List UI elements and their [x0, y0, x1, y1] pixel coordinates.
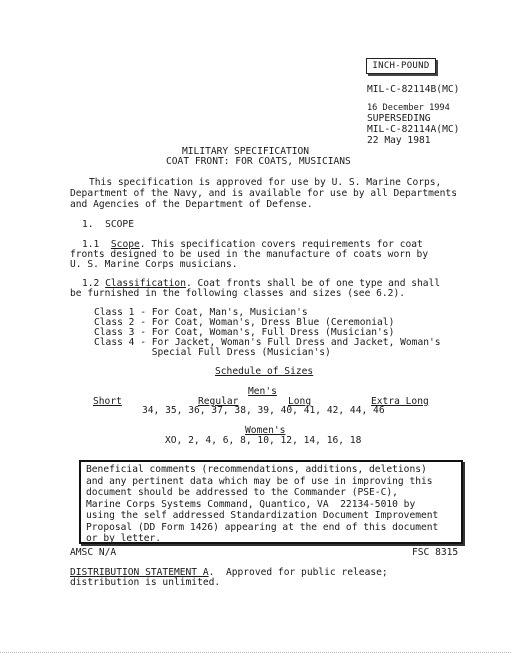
mens-sizes: 34, 35, 36, 37, 38, 39, 40, 41, 42, 44, 46	[142, 405, 385, 416]
scan-edge-artifact	[0, 652, 511, 654]
notice-line: and any pertinent data which may be of use in improving this	[86, 475, 433, 487]
section-heading-scope: 1. SCOPE	[82, 219, 134, 230]
superseded-id: MIL-C-82114A(MC)	[367, 124, 460, 135]
scope-heading: Scope	[110, 239, 140, 250]
fsc-label: FSC 8315	[412, 547, 459, 558]
scope-number: 1.1	[82, 239, 100, 250]
classification-line: be furnished in the following classes and sizes (see 6.2).	[70, 288, 406, 299]
womens-label: Women's	[245, 425, 286, 436]
scope-line: U. S. Marine Corps musicians.	[70, 259, 238, 270]
class-item: Special Full Dress (Musician's)	[94, 347, 331, 358]
distribution-line: distribution is unlimited.	[70, 577, 221, 588]
intro-line: Department of the Navy, and is available for use by all Departments	[70, 188, 457, 199]
comments-notice-text	[86, 464, 458, 545]
class-item: Class 2 - For Coat, Woman's, Dress Blue (Ceremonial)	[94, 317, 395, 328]
distribution-text: . Approved for public release;	[208, 567, 388, 578]
womens-sizes: XO, 2, 4, 6, 8, 10, 12, 14, 16, 18	[165, 435, 362, 446]
notice-line: using the self addressed Standardization Document Improvement	[86, 510, 439, 521]
document-date: 16 December 1994	[367, 103, 450, 113]
intro-line: and Agencies of the Department of Defense.	[70, 199, 313, 210]
spec-title: MILITARY SPECIFICATION	[182, 146, 310, 157]
inch-pound-stamp: INCH-POUND	[366, 58, 436, 74]
scope-line: fronts designed to be used in the manufacture of coats worn by	[70, 249, 429, 260]
class-item: Class 4 - For Jacket, Woman's Full Dress and Jacket, Woman's	[94, 337, 441, 348]
class-item: Class 3 - For Coat, Woman's, Full Dress (Musician's)	[94, 327, 395, 338]
notice-line: Proposal (DD Form 1426) appearing at the end of this document	[86, 521, 439, 533]
class-item: Class 1 - For Coat, Man's, Musician's	[94, 307, 308, 318]
intro-line: This specification is approved for use by U. S. Marine Corps,	[89, 177, 442, 188]
notice-line: document should be addressed to the Commander (PSE-C),	[86, 487, 398, 498]
spec-subtitle: COAT FRONT: FOR COATS, MUSICIANS	[166, 156, 351, 167]
superseding-label: SUPERSEDING	[367, 113, 431, 124]
mens-label: Men's	[248, 386, 277, 397]
classification-heading: Classification	[105, 278, 186, 289]
notice-line: or by letter.	[86, 533, 162, 544]
long-label: Long	[288, 396, 312, 407]
document-id: MIL-C-82114B(MC)	[367, 84, 460, 95]
distribution-label: DISTRIBUTION STATEMENT A	[70, 567, 209, 578]
classification-text: . Coat fronts shall be of one type and shall	[185, 278, 441, 289]
notice-line: Beneficial comments (recommendations, additions, deletions)	[86, 464, 427, 475]
superseded-date: 22 May 1981	[367, 135, 431, 146]
regular-label: Regular	[198, 396, 239, 407]
amsc-label: AMSC N/A	[70, 547, 117, 558]
classification-number: 1.2	[82, 278, 100, 289]
notice-line: Marine Corps Systems Command, Quantico, VA 22134-5010 by	[86, 498, 416, 510]
schedule-title: Schedule of Sizes	[215, 366, 314, 377]
short-label: Short	[93, 396, 122, 407]
scope-text: . This specification covers requirements for coat	[139, 239, 423, 250]
extra-long-label: Extra Long	[371, 396, 429, 407]
